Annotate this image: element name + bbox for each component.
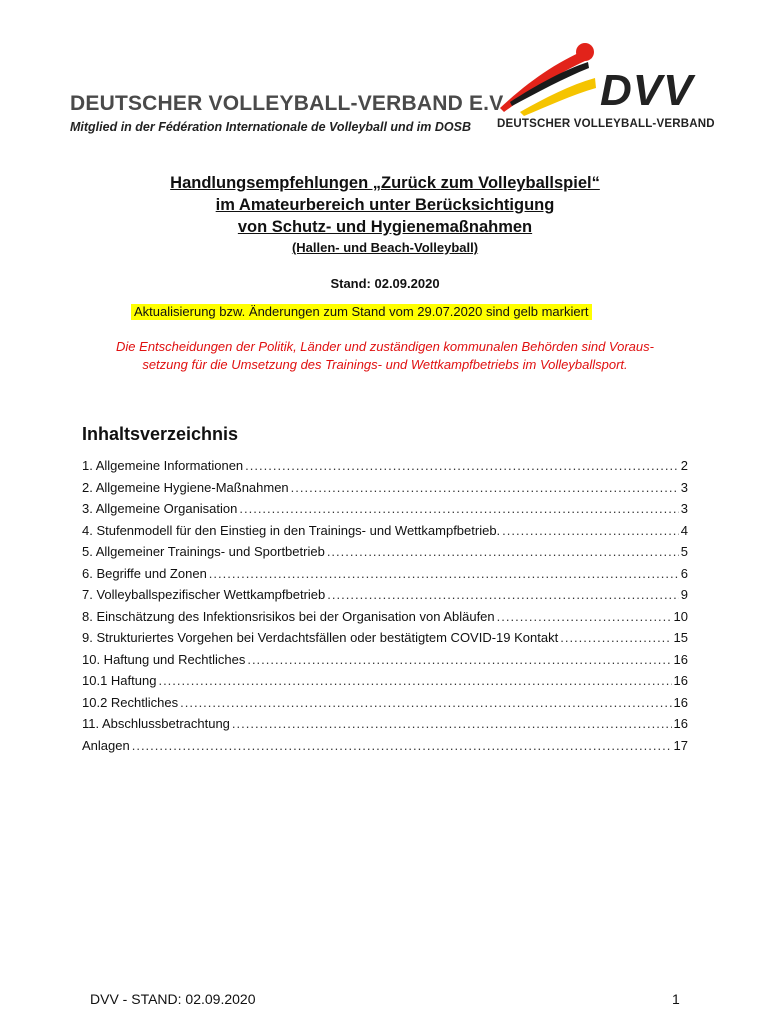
table-of-contents xyxy=(82,458,688,759)
toc-item-page: 16 xyxy=(673,694,688,710)
toc-item-page: 17 xyxy=(673,737,688,753)
toc-item-page: 15 xyxy=(673,630,688,645)
toc-dots xyxy=(209,566,679,581)
toc-dots xyxy=(239,501,678,516)
toc-item-page: 16 xyxy=(673,716,688,731)
toc-item-label: 2. Allgemeine Hygiene-Maßnahmen xyxy=(82,479,289,495)
toc-item-page: 4 xyxy=(680,522,688,538)
toc-dots xyxy=(158,673,671,688)
toc-item-label: 10.2 Rechtliches xyxy=(82,694,179,710)
toc-item-label: 7. Volleyballspezifischer Wettkampfbetrieb xyxy=(82,587,326,602)
toc-dots xyxy=(560,630,671,645)
title-line-2: im Amateurbereich unter Berücksichtigung xyxy=(215,196,555,214)
toc-item-page: 10 xyxy=(673,608,688,624)
toc-item-label: 11. Abschlussbetrachtung xyxy=(82,716,230,731)
toc-dots xyxy=(502,523,679,538)
toc-item[interactable] xyxy=(82,458,688,480)
toc-dots xyxy=(132,738,672,753)
toc-item[interactable] xyxy=(82,587,688,609)
toc-dots xyxy=(327,544,679,559)
toc-item-label: 5. Allgemeiner Trainings- und Sportbetrieb xyxy=(82,544,325,559)
toc-item-label: 4. Stufenmodell für den Einstieg in den Trainings- und Wettkampfbetrieb. xyxy=(82,522,501,538)
title-line-1: Handlungsempfehlungen „Zurück zum Volleyballspiel“ xyxy=(170,174,600,192)
toc-item-label: 9. Strukturiertes Vorgehen bei Verdachtsfällen oder bestätigtem COVID-19 Kontakt xyxy=(82,630,559,645)
document-subtitle: (Hallen- und Beach-Volleyball) xyxy=(291,240,479,255)
notice-line-2: setzung für die Umsetzung des Trainings- und Wettkampfbetriebs im Volleyballsport. xyxy=(142,357,628,372)
toc-item-label: 3. Allgemeine Organisation xyxy=(82,501,238,516)
toc-item-page: 3 xyxy=(680,501,688,516)
toc-heading: Inhaltsverzeichnis xyxy=(82,424,239,444)
toc-item-label: 10. Haftung und Rechtliches xyxy=(82,651,246,667)
toc-item-label: 1. Allgemeine Informationen xyxy=(82,458,244,473)
toc-item[interactable] xyxy=(82,695,688,717)
logo-text: DVV xyxy=(600,66,694,115)
toc-item-page: 2 xyxy=(680,458,688,473)
toc-item[interactable] xyxy=(82,501,688,523)
org-subtitle: Mitglied in der Fédération Internationale de Volleyball und im DOSB xyxy=(70,120,471,134)
toc-dots xyxy=(327,587,678,602)
toc-item-label: Anlagen xyxy=(82,737,130,753)
logo-subtitle: DEUTSCHER VOLLEYBALL-VERBAND xyxy=(497,118,715,130)
toc-item[interactable] xyxy=(82,716,688,738)
toc-item-page: 9 xyxy=(680,587,688,602)
toc-dots xyxy=(232,716,672,731)
toc-item[interactable] xyxy=(82,609,688,631)
toc-item[interactable] xyxy=(82,544,688,566)
toc-item-page: 16 xyxy=(673,673,688,688)
footer-stand: DVV - STAND: 02.09.2020 xyxy=(90,991,256,1007)
notice-line-1: Die Entscheidungen der Politik, Länder und zuständigen kommunalen Behörden sind Voraus- xyxy=(116,339,654,354)
toc-item[interactable] xyxy=(82,673,688,695)
toc-item[interactable] xyxy=(82,630,688,652)
toc-item-page: 16 xyxy=(673,651,688,667)
toc-item[interactable] xyxy=(82,652,688,674)
org-name: DEUTSCHER VOLLEYBALL-VERBAND E.V. xyxy=(70,92,508,115)
toc-item-label: 8. Einschätzung des Infektionsrisikos bei der Organisation von Abläufen xyxy=(82,608,495,624)
toc-item-page: 6 xyxy=(680,565,688,581)
toc-item[interactable] xyxy=(82,480,688,502)
toc-dots xyxy=(180,695,671,710)
document-title xyxy=(0,172,770,238)
toc-item[interactable] xyxy=(82,523,688,545)
toc-item-page: 3 xyxy=(680,479,688,495)
title-line-3: von Schutz- und Hygienemaßnahmen xyxy=(237,218,533,236)
toc-item-label: 6. Begriffe und Zonen xyxy=(82,565,207,581)
toc-dots xyxy=(497,609,672,624)
notice xyxy=(80,338,690,374)
toc-item[interactable] xyxy=(82,566,688,588)
toc-dots xyxy=(245,458,679,473)
toc-item-label: 10.1 Haftung xyxy=(82,673,157,688)
toc-dots xyxy=(291,480,679,495)
toc-dots xyxy=(247,652,671,667)
update-note: Aktualisierung bzw. Änderungen zum Stand vom 29.07.2020 sind gelb markiert xyxy=(131,304,592,320)
toc-item-page: 5 xyxy=(680,544,688,559)
toc-item[interactable] xyxy=(82,738,688,760)
stand-date: Stand: 02.09.2020 xyxy=(330,276,440,291)
page-number: 1 xyxy=(672,991,680,1007)
